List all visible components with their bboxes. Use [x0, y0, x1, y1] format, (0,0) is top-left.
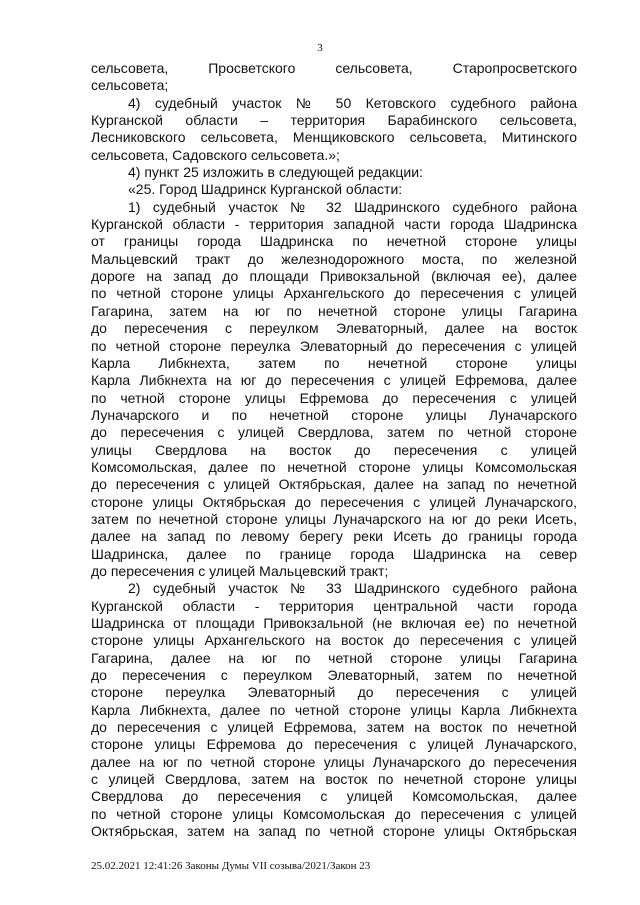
page-number: 3 [317, 42, 323, 54]
text-line: Курганской области - территория центральной части города [91, 597, 577, 614]
text-line: Октябрьская, затем на запад по четной стороне улицы Октябрьская [91, 823, 577, 840]
text-line: до пересечения с переулком Элеваторный, затем по нечетной [91, 667, 577, 684]
text-line: до пересечения с улицей Ефремова, затем на восток по нечетной [91, 719, 577, 736]
text-line: 4) судебный участок № 50 Кетовского судебного района [128, 94, 577, 111]
text-line: стороне улицы Ефремова до пересечения с улицей Луначарского, [91, 736, 577, 753]
text-line: «25. Город Шадринск Курганской области: [128, 181, 403, 198]
text-line: с улицей Свердлова, затем на восток по нечетной стороне улицы [91, 771, 577, 788]
page-footer: 25.02.2021 12:41:26 Законы Думы VII созыва/2021/Закон 23 [91, 860, 371, 872]
text-line: Шадринска, далее по границе города Шадринска на север [91, 545, 577, 562]
text-line: по четной стороне улицы Ефремова до пересечения с улицей [91, 389, 577, 406]
text-line: Курганской области – территория Барабинского сельсовета, [91, 112, 577, 129]
text-line: Гагарина, затем на юг по нечетной стороне улицы Гагарина [91, 302, 577, 319]
text-line: далее на запад по левому берегу реки Исеть до границы города [91, 528, 577, 545]
text-line: до пересечения с улицей Октябрьская, далее на запад по нечетной [91, 476, 577, 493]
text-line: до пересечения с улицей Свердлова, затем по четной стороне [91, 424, 577, 441]
text-line: далее на юг по четной стороне улицы Луначарского до пересечения [91, 753, 577, 770]
text-line: до пересечения с переулком Элеваторный, далее на восток [91, 320, 577, 337]
text-line: сельсовета, Садовского сельсовета.»; [91, 146, 340, 163]
text-line: сельсовета; [91, 77, 169, 94]
text-line: Карла Либкнехта на юг до пересечения с улицей Ефремова, далее [91, 372, 577, 389]
text-line: по четной стороне улицы Архангельского до пересечения с улицей [91, 285, 577, 302]
text-line: стороне переулка Элеваторный до пересечения с улицей [91, 684, 577, 701]
text-line: Луначарского и по нечетной стороне улицы Луначарского [91, 406, 577, 423]
text-line: от границы города Шадринска по нечетной стороне улицы [91, 233, 577, 250]
text-line: Курганской области - территория западной части города Шадринска [91, 216, 577, 233]
text-line: Лесниковского сельсовета, Менщиковского сельсовета, Митинского [91, 129, 577, 146]
text-line: до пересечения с улицей Мальцевский тракт; [91, 562, 389, 579]
text-line: Карла Либкнехта, затем по нечетной стороне улицы [91, 354, 577, 371]
text-line: Свердлова до пересечения с улицей Комсомольская, далее [91, 788, 577, 805]
text-line: затем по нечетной стороне улицы Луначарского на юг до реки Исеть, [91, 510, 577, 527]
text-line: Шадринска от площади Привокзальной (не включая ее) по нечетной [91, 615, 577, 631]
text-line: по четной стороне улицы Комсомольская до пересечения с улицей [91, 805, 577, 822]
text-line: 1) судебный участок № 32 Шадринского судебного района [128, 198, 577, 215]
text-line: стороне улицы Октябрьская до пересечения с улицей Луначарского, [91, 493, 577, 510]
text-line: Гагарина, далее на юг по четной стороне улицы Гагарина [91, 649, 577, 666]
text-line: улицы Свердлова на восток до пересечения с улицей [91, 441, 577, 458]
text-line: по четной стороне переулка Элеваторный до пересечения с улицей [91, 337, 577, 354]
text-line: стороне улицы Архангельского на восток до пересечения с улицей [91, 632, 577, 649]
document-body [91, 60, 577, 840]
text-line: дороге на запад до площади Привокзальной (включая ее), далее [91, 268, 577, 285]
text-line: Карла Либкнехта, далее по четной стороне улицы Карла Либкнехта [91, 701, 577, 718]
text-line: 4) пункт 25 изложить в следующей редакции: [128, 164, 423, 181]
text-line: 2) судебный участок № 33 Шадринского судебного района [128, 580, 577, 597]
text-line: сельсовета, Просветского сельсовета, Старопросветского [91, 60, 577, 76]
text-line: Комсомольская, далее по нечетной стороне улицы Комсомольская [91, 458, 577, 475]
text-line: Мальцевский тракт до железнодорожного моста, по железной [91, 250, 577, 267]
